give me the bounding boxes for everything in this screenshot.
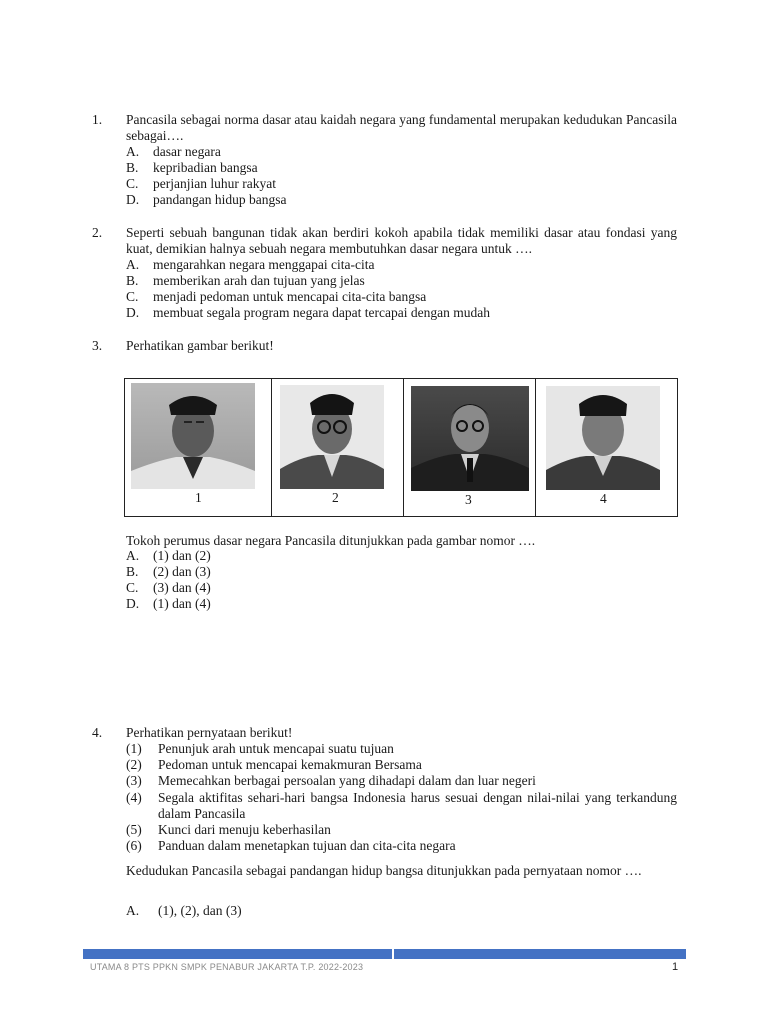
option-letter: A. <box>126 903 140 918</box>
option-text: (1), (2), dan (3) <box>158 903 242 918</box>
q4-statement-6 <box>126 838 456 854</box>
q3-intro: Perhatikan gambar berikut! <box>126 338 274 353</box>
statement-number: (6) <box>126 838 142 853</box>
q4-statement-1 <box>126 741 394 757</box>
photo-cell-4 <box>536 379 677 516</box>
option-letter: D. <box>126 305 140 320</box>
option-letter: B. <box>126 564 139 579</box>
option-text: (3) dan (4) <box>153 580 211 595</box>
portrait-photo-1 <box>131 383 255 489</box>
q3-number: 3. <box>92 338 103 353</box>
option-text: perjanjian luhur rakyat <box>153 176 276 191</box>
statement-text: Penunjuk arah untuk mencapai suatu tujuan <box>158 741 394 756</box>
portrait-photo-2 <box>280 385 384 489</box>
option-text: menjadi pedoman untuk mencapai cita-cita bangsa <box>153 289 427 304</box>
portrait-photo-3 <box>411 386 529 491</box>
statement-text: Kunci dari menuju keberhasilan <box>158 822 331 837</box>
photo-caption-3: 3 <box>465 492 472 507</box>
photo-caption-4: 4 <box>600 491 607 506</box>
q3-option-a <box>126 548 211 564</box>
q2-option-a <box>126 257 375 273</box>
option-text: kepribadian bangsa <box>153 160 258 175</box>
q2-option-c <box>126 289 426 305</box>
photo-caption-1: 1 <box>195 490 202 505</box>
photo-cell-2 <box>272 379 404 516</box>
q3-option-b <box>126 564 211 580</box>
option-letter: B. <box>126 160 139 175</box>
q4-number: 4. <box>92 725 103 740</box>
statement-number: (1) <box>126 741 142 756</box>
statement-text: Panduan dalam menetapkan tujuan dan cita-cita negara <box>158 838 456 853</box>
q2-text: Seperti sebuah bangunan tidak akan berdiri kokoh apabila tidak memiliki dasar atau fondasi yang kuat, demikian halnya sebuah negara membutuhkan dasar negara untuk …. <box>126 225 677 256</box>
statement-text: Memecahkan berbagai persoalan yang dihadapi dalam dan luar negeri <box>158 773 536 788</box>
photo-cell-1 <box>125 379 272 516</box>
option-letter: D. <box>126 192 140 207</box>
q4-text: Kedudukan Pancasila sebagai pandangan hidup bangsa ditunjukkan pada pernyataan nomor …. <box>126 863 642 878</box>
option-text: dasar negara <box>153 144 221 159</box>
q4-statement-5 <box>126 822 331 838</box>
photo-table <box>124 378 678 517</box>
option-text: pandangan hidup bangsa <box>153 192 287 207</box>
q4-intro: Perhatikan pernyataan berikut! <box>126 725 293 740</box>
portrait-photo-4 <box>546 386 660 490</box>
statement-text: Pedoman untuk mencapai kemakmuran Bersama <box>158 757 422 772</box>
q4-statement-4-text: Segala aktifitas sehari-hari bangsa Indonesia harus sesuai dengan nilai-nilai yang terkandung dalam Pancasila <box>158 790 677 821</box>
q4-option-a <box>126 903 242 919</box>
q2-option-d <box>126 305 490 321</box>
page-number: 1 <box>672 961 679 973</box>
footer-bar-right <box>394 949 686 959</box>
q4-statement-4-number: (4) <box>126 790 142 805</box>
option-text: memberikan arah dan tujuan yang jelas <box>153 273 365 288</box>
statement-number: (5) <box>126 822 142 837</box>
photo-cell-3 <box>404 379 536 516</box>
q2-option-b <box>126 273 365 289</box>
q1-number: 1. <box>92 112 103 127</box>
option-letter: B. <box>126 273 139 288</box>
q1-option-d <box>126 192 286 208</box>
q4-statement-3 <box>126 773 536 789</box>
statement-number: (3) <box>126 773 142 788</box>
option-text: (2) dan (3) <box>153 564 211 579</box>
q3-text: Tokoh perumus dasar negara Pancasila ditunjukkan pada gambar nomor …. <box>126 533 536 548</box>
q4-statement-2 <box>126 757 422 773</box>
q2-number: 2. <box>92 225 103 240</box>
q3-option-d <box>126 596 211 612</box>
option-text: (1) dan (4) <box>153 596 211 611</box>
option-letter: C. <box>126 176 139 191</box>
option-text: (1) dan (2) <box>153 548 211 563</box>
option-letter: C. <box>126 289 139 304</box>
option-letter: A. <box>126 257 140 272</box>
option-letter: A. <box>126 548 140 563</box>
option-letter: D. <box>126 596 140 611</box>
option-text: mengarahkan negara menggapai cita-cita <box>153 257 375 272</box>
footer-text: UTAMA 8 PTS PPKN SMPK PENABUR JAKARTA T.P. 2022-2023 <box>90 962 364 972</box>
option-letter: C. <box>126 580 139 595</box>
footer-bar-left <box>83 949 392 959</box>
q1-option-a <box>126 144 221 160</box>
q3-option-c <box>126 580 211 596</box>
option-text: membuat segala program negara dapat tercapai dengan mudah <box>153 305 490 320</box>
option-letter: A. <box>126 144 140 159</box>
statement-number: (2) <box>126 757 142 772</box>
q1-option-c <box>126 176 276 192</box>
q1-text: Pancasila sebagai norma dasar atau kaidah negara yang fundamental merupakan kedudukan Pancasila sebagai…. <box>126 112 677 143</box>
q1-option-b <box>126 160 258 176</box>
photo-caption-2: 2 <box>332 490 339 505</box>
